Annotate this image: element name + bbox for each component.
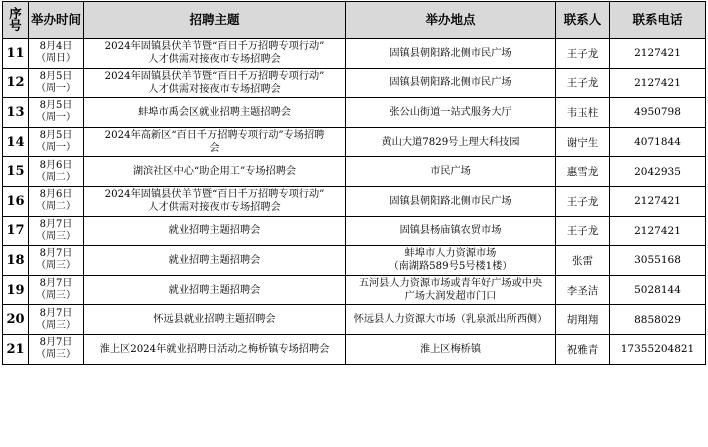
- row-date: 8月7日: [39, 278, 73, 290]
- row-location-line1: 固镇县朝阳路北侧市民广场: [389, 77, 512, 89]
- row-location-line1: 固镇县朝阳路北侧市民广场: [389, 195, 512, 207]
- row-phone: 4071844: [610, 127, 706, 157]
- row-location-line2: 广场大润发超市门口: [404, 291, 497, 303]
- row-date-cell: [29, 246, 84, 276]
- row-weekday: （周一）: [36, 142, 76, 154]
- row-topic-cell: [84, 334, 346, 364]
- header-seq: [3, 2, 29, 39]
- row-location-line1: 黄山大道7829号上理大科技园: [381, 136, 520, 148]
- row-location-line1: 张公山街道一站式服务大厅: [389, 106, 512, 118]
- row-topic-cell: [84, 39, 346, 69]
- row-seq: 21: [3, 334, 29, 364]
- row-location-cell: [346, 98, 556, 128]
- row-weekday: （周三）: [36, 230, 76, 242]
- row-seq: 14: [3, 127, 29, 157]
- row-topic-cell: [84, 157, 346, 187]
- table-row: [3, 305, 706, 335]
- row-seq: 19: [3, 275, 29, 305]
- row-topic-line1: 蚌埠市禹会区就业招聘主题招聘会: [138, 106, 291, 118]
- row-topic-line1: 就业招聘主题招聘会: [168, 284, 261, 296]
- row-date-cell: [29, 68, 84, 98]
- row-weekday: （周三）: [36, 290, 76, 302]
- row-location-line2: （南湖路589号5号楼1楼）: [388, 261, 513, 273]
- row-location-cell: [346, 68, 556, 98]
- row-contact: 胡翔翔: [556, 305, 610, 335]
- row-topic-line1: 2024年固镇县伏羊节暨“百日千万招聘专项行动”: [104, 70, 325, 82]
- row-weekday: （周三）: [36, 349, 76, 361]
- row-topic-cell: [84, 98, 346, 128]
- row-weekday: （周三）: [36, 319, 76, 331]
- row-phone: 17355204821: [610, 334, 706, 364]
- row-seq: 17: [3, 216, 29, 246]
- table-row: [3, 334, 706, 364]
- row-contact: 惠雪龙: [556, 157, 610, 187]
- row-topic-line2: 人才供需对接夜市专场招聘会: [148, 202, 281, 214]
- row-seq: 13: [3, 98, 29, 128]
- row-topic-cell: [84, 305, 346, 335]
- row-topic-line1: 2024年固镇县伏羊节暨“百日千万招聘专项行动”: [104, 41, 325, 53]
- row-contact: 王子龙: [556, 68, 610, 98]
- row-contact: 韦玉柱: [556, 98, 610, 128]
- header-location: 举办地点: [346, 2, 556, 39]
- row-location-cell: [346, 39, 556, 69]
- header-seq-text: 序号: [9, 6, 22, 33]
- row-phone: 4950798: [610, 98, 706, 128]
- header-topic: 招聘主题: [84, 2, 346, 39]
- row-contact: 祝雅青: [556, 334, 610, 364]
- row-date: 8月4日: [39, 41, 73, 53]
- row-date: 8月7日: [39, 248, 73, 260]
- row-date-cell: [29, 98, 84, 128]
- row-date-cell: [29, 186, 84, 216]
- recruitment-schedule-table: [2, 1, 706, 365]
- table-row: [3, 127, 706, 157]
- header-contact: 联系人: [556, 2, 610, 39]
- row-location-cell: [346, 186, 556, 216]
- row-seq: 12: [3, 68, 29, 98]
- row-location-line1: 淮上区梅桥镇: [419, 343, 482, 355]
- row-date: 8月5日: [39, 100, 73, 112]
- row-date-cell: [29, 39, 84, 69]
- row-location-cell: [346, 127, 556, 157]
- row-topic-cell: [84, 216, 346, 246]
- row-topic-cell: [84, 186, 346, 216]
- row-seq: 11: [3, 39, 29, 69]
- row-weekday: （周一）: [36, 82, 76, 94]
- row-weekday: （周二）: [36, 171, 76, 183]
- row-topic-line1: 怀远县就业招聘主题招聘会: [153, 314, 276, 326]
- row-date-cell: [29, 275, 84, 305]
- row-date-cell: [29, 334, 84, 364]
- row-date: 8月6日: [39, 159, 73, 171]
- row-date: 8月6日: [39, 189, 73, 201]
- row-topic-line2: 会: [209, 143, 220, 155]
- row-phone: 2042935: [610, 157, 706, 187]
- row-topic-cell: [84, 68, 346, 98]
- header-phone: 联系电话: [610, 2, 706, 39]
- row-seq: 15: [3, 157, 29, 187]
- row-contact: 张雷: [556, 246, 610, 276]
- row-location-cell: [346, 246, 556, 276]
- row-phone: 2127421: [610, 186, 706, 216]
- row-topic-line2: 人才供需对接夜市专场招聘会: [148, 54, 281, 66]
- row-location-cell: [346, 305, 556, 335]
- row-topic-line1: 就业招聘主题招聘会: [168, 225, 261, 237]
- row-contact: 李圣洁: [556, 275, 610, 305]
- row-location-line1: 固镇县杨庙镇农贸市场: [399, 225, 502, 237]
- row-phone: 8858029: [610, 305, 706, 335]
- row-weekday: （周二）: [36, 201, 76, 213]
- row-weekday: （周日）: [36, 53, 76, 65]
- row-location-line1: 固镇县朝阳路北侧市民广场: [389, 47, 512, 59]
- row-phone: 5028144: [610, 275, 706, 305]
- row-topic-cell: [84, 127, 346, 157]
- row-topic-line1: 湖滨社区中心“助企用工”专场招聘会: [132, 166, 297, 178]
- row-topic-cell: [84, 246, 346, 276]
- row-date-cell: [29, 305, 84, 335]
- row-location-line1: 怀远县人力资源大市场（乳泉派出所西侧）: [353, 314, 548, 326]
- row-topic-line1: 2024年固镇县伏羊节暨“百日千万招聘专项行动”: [104, 189, 325, 201]
- row-location-cell: [346, 334, 556, 364]
- table-row: [3, 157, 706, 187]
- header-time-text: 举办时间: [31, 12, 82, 27]
- row-location-line1: 市民广场: [430, 166, 471, 178]
- header-time: [29, 2, 84, 39]
- row-date-cell: [29, 157, 84, 187]
- row-date: 8月7日: [39, 307, 73, 319]
- row-contact: 王子龙: [556, 216, 610, 246]
- row-location-cell: [346, 157, 556, 187]
- table-row: [3, 246, 706, 276]
- table-row: [3, 275, 706, 305]
- row-topic-line2: 人才供需对接夜市专场招聘会: [148, 83, 281, 95]
- row-phone: 2127421: [610, 216, 706, 246]
- table-row: [3, 186, 706, 216]
- row-seq: 18: [3, 246, 29, 276]
- row-topic-line1: 2024年高新区“百日千万招聘专项行动”专场招聘: [104, 130, 325, 142]
- table-row: [3, 216, 706, 246]
- table-row: [3, 39, 706, 69]
- row-location-cell: [346, 275, 556, 305]
- row-phone: 3055168: [610, 246, 706, 276]
- row-date-cell: [29, 127, 84, 157]
- row-phone: 2127421: [610, 39, 706, 69]
- row-weekday: （周一）: [36, 112, 76, 124]
- row-contact: 王子龙: [556, 186, 610, 216]
- row-phone: 2127421: [610, 68, 706, 98]
- row-weekday: （周三）: [36, 260, 76, 272]
- row-seq: 16: [3, 186, 29, 216]
- row-contact: 王子龙: [556, 39, 610, 69]
- row-location-cell: [346, 216, 556, 246]
- row-date: 8月5日: [39, 70, 73, 82]
- header-row: [3, 2, 706, 39]
- row-date-cell: [29, 216, 84, 246]
- row-location-line1: 五河县人力资源市场或青年好广场或中央: [358, 278, 543, 290]
- row-topic-line1: 就业招聘主题招聘会: [168, 254, 261, 266]
- row-date: 8月5日: [39, 130, 73, 142]
- row-seq: 20: [3, 305, 29, 335]
- table-row: [3, 68, 706, 98]
- row-topic-line1: 淮上区2024年就业招聘日活动之梅桥镇专场招聘会: [99, 343, 330, 355]
- row-date: 8月7日: [39, 337, 73, 349]
- row-contact: 谢宁生: [556, 127, 610, 157]
- table-row: [3, 98, 706, 128]
- row-date: 8月7日: [39, 218, 73, 230]
- row-topic-cell: [84, 275, 346, 305]
- row-location-line1: 蚌埠市人力资源市场: [404, 248, 497, 260]
